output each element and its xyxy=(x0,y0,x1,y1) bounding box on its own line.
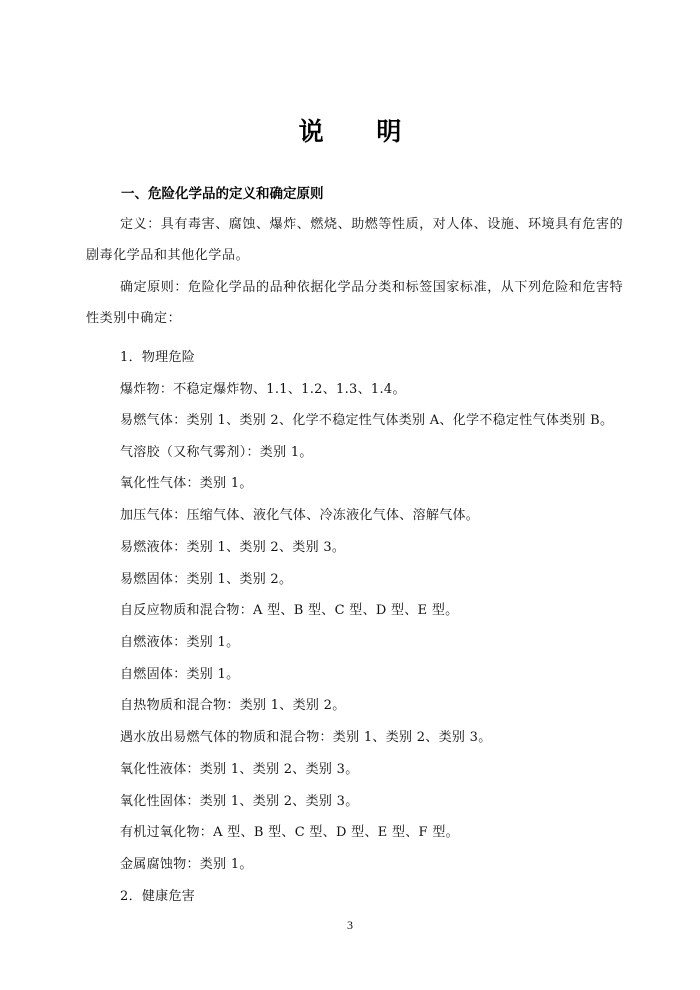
list-item: 自燃液体：类别 1。 xyxy=(120,635,240,650)
physical-hazards-heading: 1．物理危险 xyxy=(120,350,196,365)
page-number: 3 xyxy=(347,918,353,932)
list-item: 氧化性气体：类别 1。 xyxy=(120,476,253,491)
section-heading: 一、危险化学品的定义和确定原则 xyxy=(121,186,324,202)
list-item: 气溶胶（又称气雾剂）：类别 1。 xyxy=(120,445,313,460)
principle-paragraph: 确定原则：危险化学品的品种依据化学品分类和标签国家标准，从下列危险和危害特性类别中确定： xyxy=(86,280,624,326)
list-item: 爆炸物：不稳定爆炸物、1.1、1.2、1.3、1.4。 xyxy=(120,382,406,397)
list-item: 易燃液体：类别 1、类别 2、类别 3。 xyxy=(120,540,346,555)
list-item: 遇水放出易燃气体的物质和混合物：类别 1、类别 2、类别 3。 xyxy=(120,730,492,745)
list-item: 易燃固体：类别 1、类别 2。 xyxy=(120,572,293,587)
list-item: 易燃气体：类别 1、类别 2、化学不稳定性气体类别 A、化学不稳定性气体类别 B。 xyxy=(120,413,614,428)
list-item: 加压气体：压缩气体、液化气体、冷冻液化气体、溶解气体。 xyxy=(120,508,480,523)
list-item: 自热物质和混合物：类别 1、类别 2。 xyxy=(120,698,346,713)
health-hazards-heading: 2．健康危害 xyxy=(120,889,196,904)
list-item: 金属腐蚀物：类别 1。 xyxy=(120,857,253,872)
page-title: 说 明 xyxy=(298,117,424,146)
list-item: 自反应物质和混合物：A 型、B 型、C 型、D 型、E 型。 xyxy=(120,603,459,618)
list-item: 氧化性液体：类别 1、类别 2、类别 3。 xyxy=(120,762,359,777)
list-item: 自燃固体：类别 1。 xyxy=(120,667,240,682)
list-item: 氧化性固体：类别 1、类别 2、类别 3。 xyxy=(120,794,359,809)
definition-paragraph: 定义：具有毒害、腐蚀、爆炸、燃烧、助燃等性质，对人体、设施、环境具有危害的剧毒化学品和其他化学品。 xyxy=(86,217,624,263)
list-item: 有机过氧化物：A 型、B 型、C 型、D 型、E 型、F 型。 xyxy=(120,825,459,840)
